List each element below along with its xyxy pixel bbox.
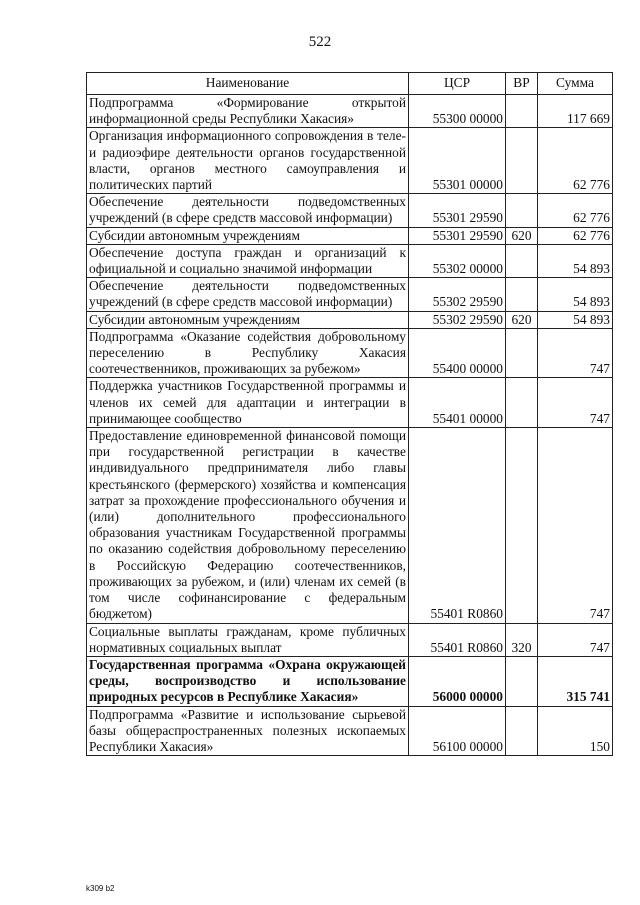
table-header-row <box>87 73 613 95</box>
row-sum-cell: 747 <box>538 328 613 378</box>
row-vr-cell <box>506 128 538 194</box>
row-vr-cell <box>506 194 538 227</box>
row-name-cell: Обеспечение доступа граждан и организаций к официальной и социально значимой информации <box>87 244 409 277</box>
row-vr-cell: 620 <box>506 227 538 244</box>
table-row <box>87 623 613 656</box>
row-vr-cell <box>506 428 538 623</box>
row-vr-cell <box>506 706 538 756</box>
row-vr-cell <box>506 378 538 428</box>
row-name-cell: Социальные выплаты гражданам, кроме публичных нормативных социальных выплат <box>87 623 409 656</box>
row-sum-cell: 54 893 <box>538 278 613 311</box>
row-name-cell: Предоставление единовременной финансовой помощи при государственной регистрации в качестве индивидуального предпринимателя либо главы крестьянского (фермерского) хозяйства и компенсация затрат за прохождение профессионального обучения и (или) дополнительного профессионального образования участникам Государственной программы по оказанию содействия добровольному переселению в Российскую Федерацию соотечественников, проживающих за рубежом, и (или) членам их семей (в том числе софинансирование с федеральным бюджетом) <box>87 428 409 623</box>
row-vr-cell: 620 <box>506 311 538 328</box>
table-row <box>87 227 613 244</box>
row-csr-cell: 55301 29590 <box>409 194 506 227</box>
footer-code: k309 b2 <box>86 884 115 893</box>
header-csr: ЦСР <box>409 73 506 95</box>
row-csr-cell: 55302 29590 <box>409 311 506 328</box>
row-name-cell: Субсидии автономным учреждениям <box>87 227 409 244</box>
row-name-cell: Обеспечение деятельности подведомственных учреждений (в сфере средств массовой информации) <box>87 278 409 311</box>
table-row <box>87 328 613 378</box>
row-sum-cell: 62 776 <box>538 128 613 194</box>
row-name-cell: Подпрограмма «Формирование открытой информационной среды Республики Хакасия» <box>87 95 409 128</box>
table-row <box>87 428 613 623</box>
row-name-cell: Подпрограмма «Развитие и использование сырьевой базы общераспространенных полезных ископаемых Республики Хакасия» <box>87 706 409 756</box>
row-csr-cell: 55300 00000 <box>409 95 506 128</box>
row-csr-cell: 56100 00000 <box>409 706 506 756</box>
row-csr-cell: 55301 29590 <box>409 227 506 244</box>
table-row <box>87 244 613 277</box>
row-sum-cell: 54 893 <box>538 311 613 328</box>
header-sum: Сумма <box>538 73 613 95</box>
row-csr-cell: 55401 R0860 <box>409 623 506 656</box>
row-sum-cell: 747 <box>538 378 613 428</box>
table-row <box>87 278 613 311</box>
row-sum-cell: 117 669 <box>538 95 613 128</box>
row-vr-cell <box>506 244 538 277</box>
table-row <box>87 128 613 194</box>
table-row <box>87 378 613 428</box>
row-name-cell: Организация информационного сопровождения в теле- и радиоэфире деятельности органов государственной власти, органов местного самоуправления и политических партий <box>87 128 409 194</box>
row-name-cell: Подпрограмма «Оказание содействия добровольному переселению в Республику Хакасия соотечественников, проживающих за рубежом» <box>87 328 409 378</box>
page-number: 522 <box>308 34 332 50</box>
row-vr-cell <box>506 278 538 311</box>
row-csr-cell: 55401 R0860 <box>409 428 506 623</box>
row-csr-cell: 55302 29590 <box>409 278 506 311</box>
row-csr-cell: 55301 00000 <box>409 128 506 194</box>
row-name-cell: Субсидии автономным учреждениям <box>87 311 409 328</box>
row-sum-cell: 747 <box>538 428 613 623</box>
row-sum-cell: 747 <box>538 623 613 656</box>
table-row <box>87 311 613 328</box>
row-vr-cell <box>506 328 538 378</box>
row-name-cell: Поддержка участников Государственной программы и членов их семей для адаптации и интеграции в принимающее сообщество <box>87 378 409 428</box>
row-csr-cell: 56000 00000 <box>409 656 506 706</box>
table-row <box>87 706 613 756</box>
row-vr-cell: 320 <box>506 623 538 656</box>
row-name-cell: Государственная программа «Охрана окружающей среды, воспроизводство и использование природных ресурсов в Республике Хакасия» <box>87 656 409 706</box>
table-row <box>87 194 613 227</box>
row-vr-cell <box>506 656 538 706</box>
row-sum-cell: 62 776 <box>538 194 613 227</box>
row-csr-cell: 55302 00000 <box>409 244 506 277</box>
table-row <box>87 95 613 128</box>
row-sum-cell: 150 <box>538 706 613 756</box>
row-csr-cell: 55400 00000 <box>409 328 506 378</box>
header-name: Наименование <box>87 73 409 95</box>
budget-table <box>86 72 613 756</box>
row-sum-cell: 54 893 <box>538 244 613 277</box>
row-sum-cell: 62 776 <box>538 227 613 244</box>
row-csr-cell: 55401 00000 <box>409 378 506 428</box>
row-vr-cell <box>506 95 538 128</box>
row-sum-cell: 315 741 <box>538 656 613 706</box>
row-name-cell: Обеспечение деятельности подведомственных учреждений (в сфере средств массовой информации) <box>87 194 409 227</box>
header-vr: ВР <box>506 73 538 95</box>
table-row <box>87 656 613 706</box>
